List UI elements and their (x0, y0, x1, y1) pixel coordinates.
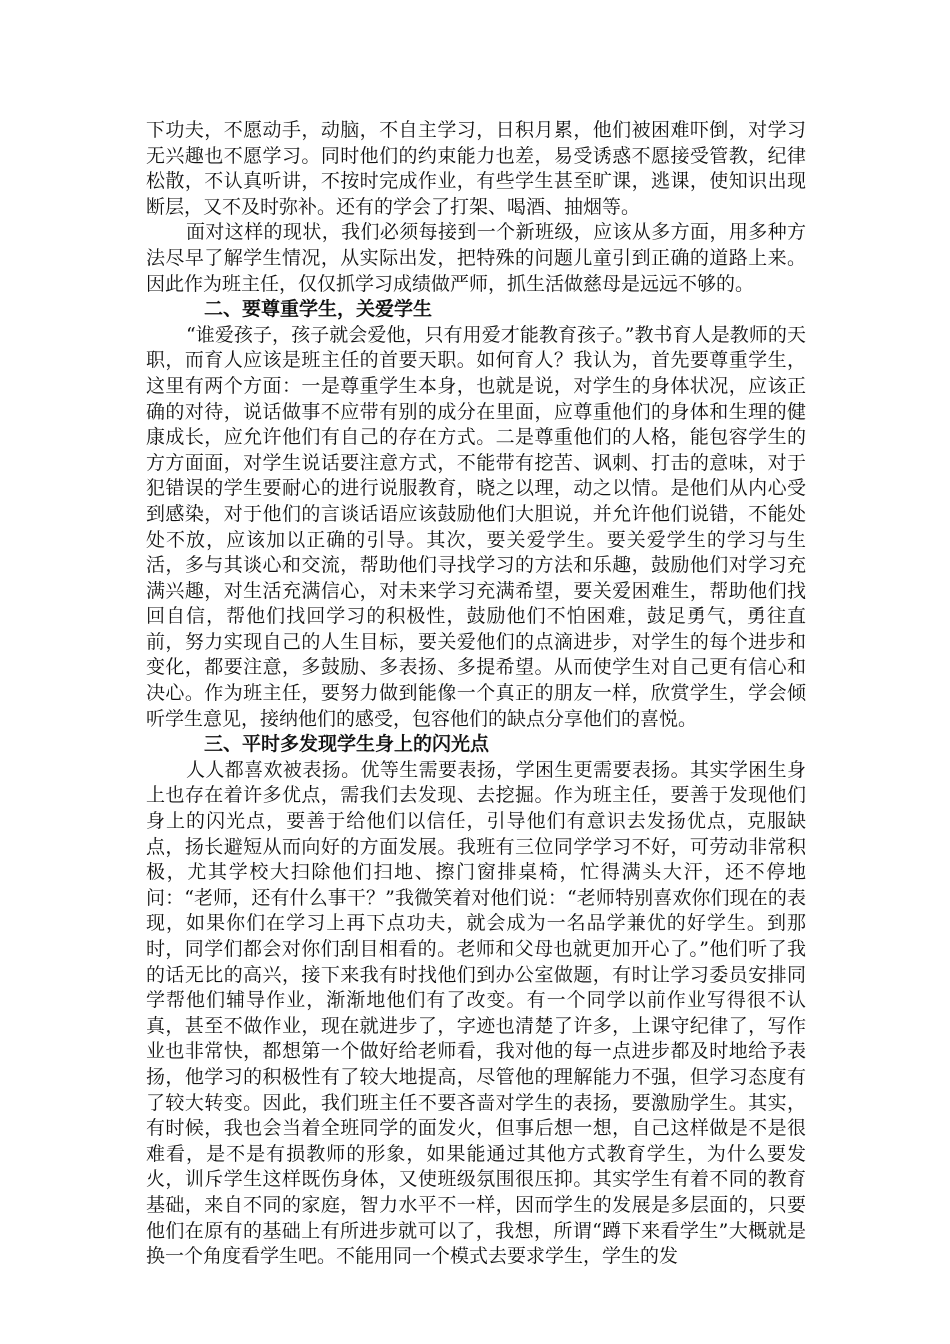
section-heading-respect-students: 二、要尊重学生，关爱学生 (204, 298, 433, 321)
paragraph-praise-students: 人人都喜欢被表扬。优等生需要表扬，学困生更需要表扬。其实学困生身上也存在着许多优点，需我们去发现、去挖掘。作为班主任，要善于发现他们身上的闪光点，要善于给他们以信任，引导他们有意识去发扬优点，克服缺点，扬长避短从而向好的方面发展。我班有三位同学学习不好，可劳动非常积极，尤其学校大扫除他们扫地、擦门窗排桌椅，忙得满头大汗，还不停地问：“老师，还有什么事干？”我微笑着对他们说：“老师特别喜欢你们现在的表现，如果你们在学习上再下点功夫，就会成为一名品学兼优的好学生。到那时，同学们都会对你们刮目相看的。老师和父母也就更加开心了。”他们听了我的话无比的高兴，接下来我有时找他们到办公室做题，有时让学习委员安排同学帮他们辅导作业，渐渐地他们有了改变。有一个同学以前作业写得很不认真，甚至不做作业，现在就进步了，字迹也清楚了许多，上课守纪律了，写作业也非常快，都想第一个做好给老师看，我对他的每一点进步都及时地给予表扬，他学习的积极性有了较大地提高，尽管他的理解能力不强，但学习态度有了较大转变。因此，我们班主任不要吝啬对学生的表扬，要激励学生。其实，有时候，我也会当着全班同学的面发火，但事后想一想，自己这样做是不是很难看，是不是有损教师的形象，如果能通过其他方式教育学生，为什么要发火，训斥学生这样既伤身体，又使班级氛围很压抑。其实学生有着不同的教育基础，来自不同的家庭，智力水平不一样，因而学生的发展是多层面的，只要他们在原有的基础上有所进步就可以了，我想，所谓“蹲下来看学生”大概就是换一个角度看学生吧。不能用同一个模式去要求学生，学生的发 (146, 758, 806, 1268)
paragraph-current-situation: 面对这样的现状，我们必须每接到一个新班级，应该从多方面，用多种方法尽早了解学生情况，从实际出发，把特殊的问题儿童引到正确的道路上来。因此作为班主任，仅仅抓学习成绩做严师，抓生活做慈母是远远不够的。 (146, 221, 806, 295)
paragraph-intro-continued: 下功夫，不愿动手，动脑，不自主学习，日积月累，他们被困难吓倒，对学习无兴趣也不愿学习。同时他们的约束能力也差，易受诱惑不愿接受管教，纪律松散，不认真听讲，不按时完成作业，有些学生甚至旷课，逃课，使知识出现断层，又不及时弥补。还有的学会了打架、喝酒、抽烟等。 (146, 119, 806, 218)
paragraph-respect-care: “谁爱孩子，孩子就会爱他，只有用爱才能教育孩子。”教书育人是教师的天职，而育人应该是班主任的首要天职。如何育人？我认为，首先要尊重学生，这里有两个方面：一是尊重学生本身，也就是说，对学生的身体状况，应该正确的对待，说话做事不应带有别的成分在里面，应尊重他们的身体和生理的健康成长，应允许他们有自己的存在方式。二是尊重他们的人格，能包容学生的方方面面，对学生说话要注意方式，不能带有挖苦、讽刺、打击的意味，对于犯错误的学生要耐心的进行说服教育，晓之以理，动之以情。是他们从内心受到感染，对于他们的言谈话语应该鼓励他们大胆说，并允许他们说错，不能处处不放，应该加以正确的引导。其次，要关爱学生。要关爱学生的学习与生活，多与其谈心和交流，帮助他们寻找学习的方法和乐趣，鼓励他们对学习充满兴趣，对生活充满信心，对未来学习充满希望，要关爱困难生，帮助他们找回自信，帮他们找回学习的积极性，鼓励他们不怕困难，鼓足勇气，勇往直前，努力实现自己的人生目标，要关爱他们的点滴进步，对学生的每个进步和变化，都要注意，多鼓励、多表扬、多提希望。从而使学生对自己更有信心和决心。作为班主任，要努力做到能像一个真正的朋友一样，欣赏学生，学会倾听学生意见，接纳他们的感受，包容他们的缺点分享他们的喜悦。 (146, 323, 806, 730)
section-heading-bright-spots: 三、平时多发现学生身上的闪光点 (204, 733, 490, 756)
document-page (146, 118, 806, 1270)
